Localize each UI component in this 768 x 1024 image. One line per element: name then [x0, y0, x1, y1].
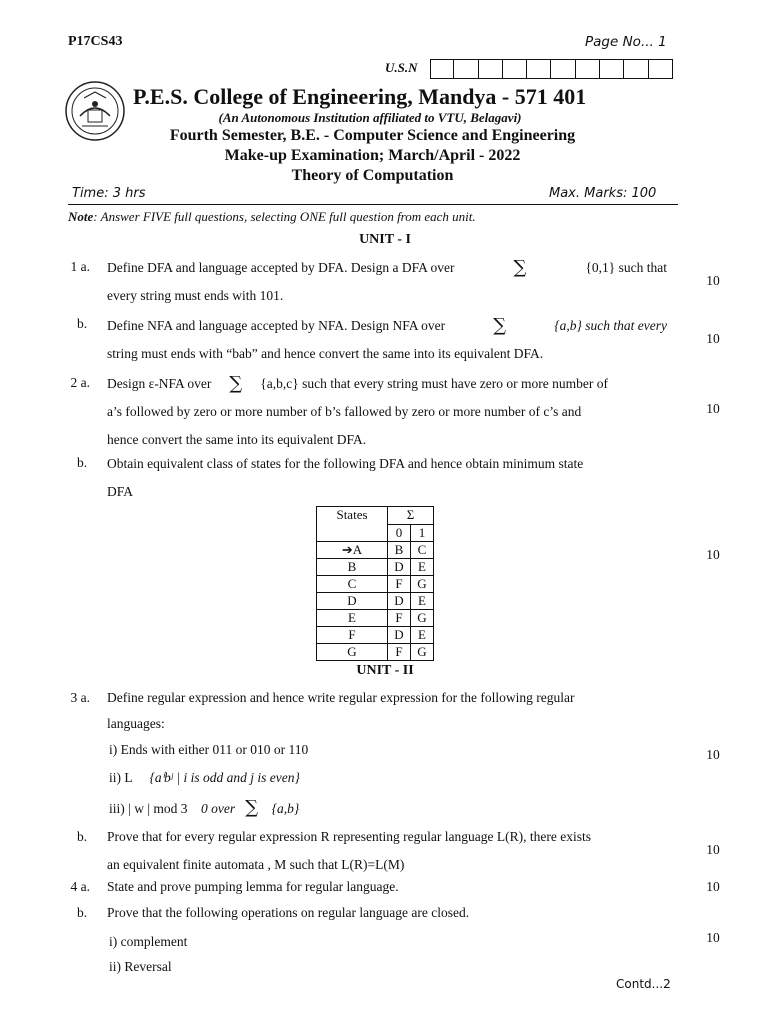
q2a-marks: 10 — [706, 401, 720, 416]
q4b-i: i) complement — [109, 934, 188, 949]
state-cell: ➔A — [317, 542, 388, 559]
q3b-line1: Prove that for every regular expression R representing regular language L(R), there exists — [107, 829, 591, 844]
q1b-set: {a,b} such that every — [554, 318, 667, 333]
q1b-text — [107, 312, 667, 368]
q1a-number: 1 a. — [70, 259, 90, 274]
usn-boxes — [430, 59, 673, 79]
instructions-note — [68, 209, 476, 225]
q1a-marks: 10 — [706, 273, 720, 288]
table-row — [317, 627, 434, 644]
q3a-number: 3 a. — [70, 690, 90, 705]
sigma-symbol: ∑ — [245, 797, 259, 818]
q3b-text — [107, 823, 672, 879]
state-cell: F — [317, 627, 388, 644]
q3a-text — [107, 685, 672, 824]
q4b-number: b. — [77, 905, 88, 920]
q3b-marks: 10 — [706, 842, 720, 857]
q2a-number: 2 a. — [70, 375, 90, 390]
subject-title: Theory of Computation — [291, 167, 454, 184]
q3a-marks: 10 — [706, 747, 720, 762]
q4b-text — [107, 905, 672, 979]
q1b-line2: string must ends with “bab” and hence convert the same into its equivalent DFA. — [107, 346, 544, 361]
q4b-marks: 10 — [706, 930, 720, 945]
q3b-number: b. — [77, 829, 88, 844]
q2b-text — [107, 450, 672, 506]
q2a-line3: hence convert the same into its equivalent DFA. — [107, 432, 367, 447]
paper-code: P17CS43 — [68, 34, 123, 49]
q4b-ii: ii) Reversal — [109, 959, 172, 974]
table-row — [317, 610, 434, 627]
transition-cell: F — [388, 644, 411, 661]
affiliation: (An Autonomous Institution affiliated to VTU, Belagavi) — [218, 110, 522, 125]
q1a-set: {0,1} such that — [585, 260, 667, 275]
q4a-text: State and prove pumping lemma for regular language. — [107, 879, 399, 894]
transition-cell: F — [388, 610, 411, 627]
transition-cell: F — [388, 576, 411, 593]
note-label: Note — [68, 209, 94, 224]
q1b-line1: Define NFA and language accepted by NFA. Design NFA over — [107, 318, 446, 333]
state-cell: B — [317, 559, 388, 576]
q4a-number: 4 a. — [70, 879, 90, 894]
q1b-number: b. — [77, 316, 88, 331]
college-name: P.E.S. College of Engineering, Mandya - 571 401 — [133, 84, 587, 109]
q2b-marks: 10 — [706, 547, 720, 562]
transition-cell: G — [411, 610, 434, 627]
transition-cell: G — [411, 576, 434, 593]
q2a-set: {a,b,c} such that every string must have zero or more number of — [260, 376, 609, 391]
q2a-text — [107, 370, 667, 454]
table-header-sigma: Σ — [388, 507, 434, 525]
q4a-marks: 10 — [706, 879, 720, 894]
q3a-iii: iii) | w | mod 3 0 over ∑ {a,b} — [109, 797, 300, 818]
q3a-line2: languages: — [107, 716, 165, 731]
time-allowed: Time: 3 hrs — [72, 186, 146, 201]
table-row — [317, 559, 434, 576]
transition-cell: D — [388, 593, 411, 610]
usn-label: U.S.N — [385, 60, 418, 75]
sigma-symbol: ∑ — [513, 257, 527, 278]
q3a-i: i) Ends with either 011 or 010 or 110 — [109, 742, 309, 757]
exam-title: Make-up Examination; March/April - 2022 — [224, 147, 521, 164]
q1b-marks: 10 — [706, 331, 720, 346]
q2b-number: b. — [77, 455, 88, 470]
q3a-ii: ii) L {aⁱbʲ | i is odd and j is even} — [109, 770, 300, 785]
table-col-0: 0 — [388, 524, 411, 542]
q1a-text — [107, 254, 667, 310]
header-divider — [68, 204, 678, 205]
sigma-symbol: ∑ — [229, 373, 243, 394]
state-cell: G — [317, 644, 388, 661]
sigma-symbol: ∑ — [493, 315, 507, 336]
state-cell: D — [317, 593, 388, 610]
transition-cell: E — [411, 593, 434, 610]
page-number: Page No... 1 — [585, 34, 667, 50]
q3b-line2: an equivalent finite automata , M such that L(R)=L(M) — [107, 857, 405, 872]
q4b-line1: Prove that the following operations on regular language are closed. — [107, 905, 470, 920]
table-row — [317, 644, 434, 661]
state-cell: E — [317, 610, 388, 627]
table-row — [317, 576, 434, 593]
note-text: : Answer FIVE full questions, selecting ONE full question from each unit. — [93, 209, 476, 224]
dfa-transition-table — [316, 506, 434, 661]
max-marks: Max. Marks: 100 — [549, 186, 657, 201]
state-cell: C — [317, 576, 388, 593]
semester: Fourth Semester, B.E. - Computer Science and Engineering — [169, 127, 576, 144]
transition-cell: E — [411, 559, 434, 576]
transition-cell: B — [388, 542, 411, 559]
transition-cell: D — [388, 559, 411, 576]
table-row — [317, 593, 434, 610]
q2b-line2: DFA — [107, 484, 134, 499]
q2a-line2: a’s followed by zero or more number of b’s fallowed by zero or more number of c’s and — [107, 404, 582, 419]
q1a-line2: every string must ends with 101. — [107, 288, 284, 303]
q2b-line1: Obtain equivalent class of states for the following DFA and hence obtain minimum state — [107, 456, 584, 471]
table-row — [317, 542, 434, 559]
transition-cell: E — [411, 627, 434, 644]
q2a-line1: Design ε-NFA over — [107, 376, 212, 391]
start-arrow-icon: ➔ — [341, 542, 353, 557]
transition-cell: C — [411, 542, 434, 559]
q1a-line1: Define DFA and language accepted by DFA. Design a DFA over — [107, 260, 455, 275]
table-header-states: States — [317, 507, 388, 542]
q3a-line1: Define regular expression and hence write regular expression for the following regular — [107, 690, 575, 705]
transition-cell: G — [411, 644, 434, 661]
continued-label: Contd...2 — [616, 977, 671, 991]
unit-2-title: UNIT - II — [356, 663, 414, 678]
unit-1-title: UNIT - I — [359, 232, 411, 247]
table-col-1: 1 — [411, 524, 434, 542]
transition-cell: D — [388, 627, 411, 644]
